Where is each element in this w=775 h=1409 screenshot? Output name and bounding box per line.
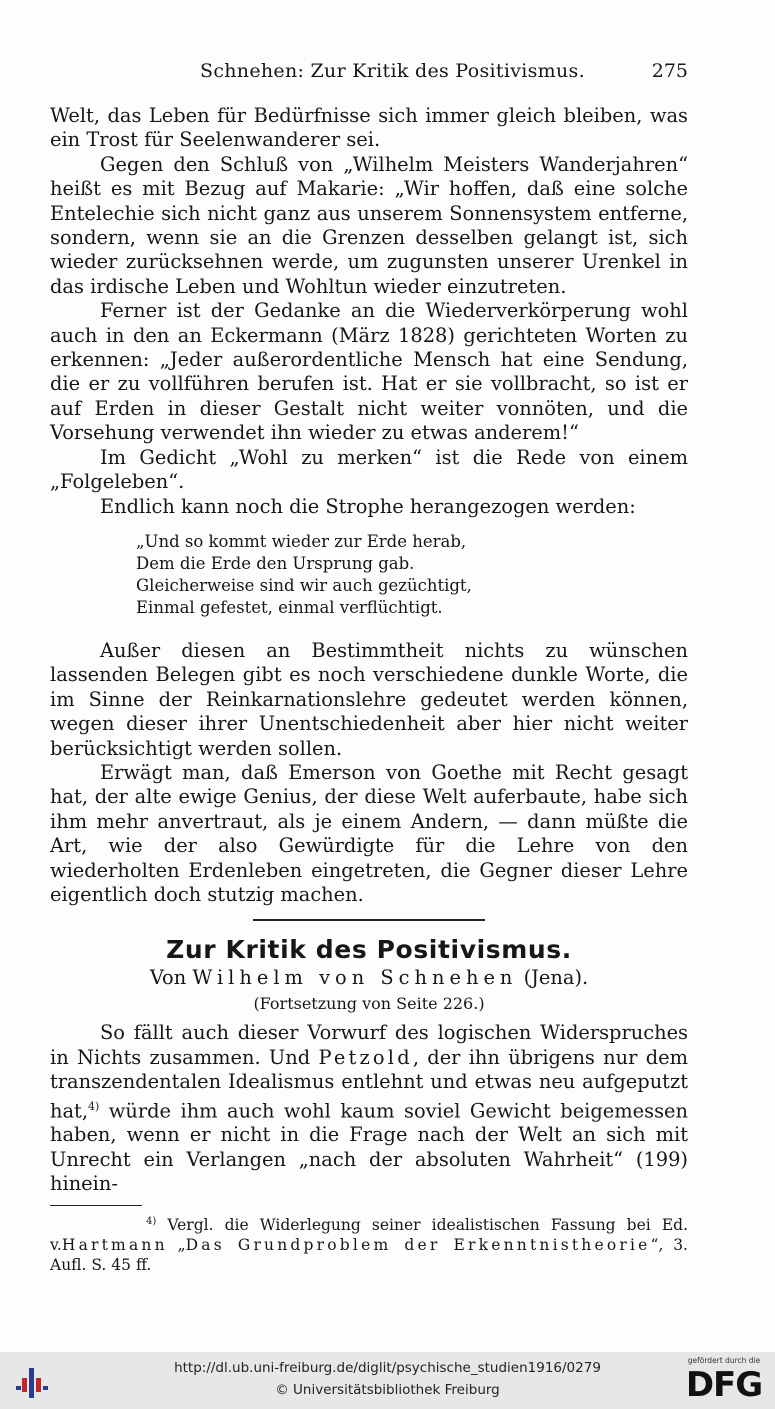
text-run: Vergl. die Widerlegung seiner idealistischen Fassung bei Ed. v.: [50, 1215, 688, 1254]
body-text: [50, 104, 688, 1275]
paragraph: Im Gedicht „Wohl zu merken“ ist die Rede von einem „Folgeleben“.: [50, 445, 688, 494]
page-number: 275: [651, 60, 688, 82]
emphasized-work-title: Das Grundproblem der Erkenntnistheorie: [185, 1235, 651, 1254]
author-name: Wilhelm von Schnehen: [192, 966, 518, 990]
paragraph: Erwägt man, daß Emerson von Goethe mit Recht gesagt hat, der alte ewige Genius, der diese Welt auferbaute, habe sich ihm mehr anvertraut, als je einem Andern, — dann müßte die Art, wie der also Gewürdigte für die Lehre von den wiederholten Erdenleben eingetreten, die Gegner dieser Lehre eigentlich doch stutzig machen.: [50, 760, 688, 906]
paragraph: [50, 1021, 688, 1196]
sponsor-caption: gefördert durch die: [687, 1356, 761, 1365]
paragraph: Welt, das Leben für Bedürfnisse sich immer gleich bleiben, was ein Trost für Seelenwanderer sei.: [50, 104, 688, 152]
paragraph: Gegen den Schluß von „Wilhelm Meisters Wanderjahren“ heißt es mit Bezug auf Makarie: „Wir hoffen, daß eine solche Entelechie sich nicht ganz aus unserem Sonnensystem entferne, sondern, wenn sie an die Grenzen desselben gelangt ist, sich wieder zurücksehnen werde, um zugunsten unserer Urenkel in das irdische Leben und Wohltun wieder einzutreten.: [50, 152, 688, 298]
text-run: „: [167, 1235, 186, 1254]
poem-line: Gleicherweise sind wir auch gezüchtigt,: [136, 575, 472, 595]
paragraph: Ferner ist der Gedanke an die Wiederverkörperung wohl auch in den an Eckermann (März 1828) gerichteten Worten zu erkennen: „Jeder außerordentliche Mensch hat eine Sendung, die er zu vollführen berufen ist. Hat er sie vollbracht, so ist er auf Erden in dieser Gestalt nicht weiter vonnöten, und die Vorsehung verwendet ihn wieder zu etwas anderem!“: [50, 299, 688, 445]
text-run: So fällt auch dieser Vorwurf des logischen Widerspruches in Nichts zusammen. Und: [50, 1021, 688, 1069]
dfg-logo-icon: [683, 1356, 765, 1406]
copyright-notice: © Universitätsbibliothek Freiburg: [275, 1382, 500, 1398]
section-divider: [253, 919, 485, 921]
byline-prefix: Von: [149, 966, 187, 990]
footnote-divider: [50, 1205, 142, 1206]
text-run: , der ihn übrigens nur dem transzendentalen Idealismus entlehnt und etwas neu aufgeputzt hat,: [50, 1045, 688, 1123]
sponsor-logo-text: DFG: [685, 1365, 763, 1405]
author-affiliation: (Jena).: [523, 966, 589, 990]
paragraph: Endlich kann noch die Strophe herangezogen werden:: [100, 494, 636, 518]
continuation-note: (Fortsetzung von Seite 226.): [253, 994, 485, 1014]
footnote-marker: 4): [146, 1215, 157, 1227]
running-title: Schnehen: Zur Kritik des Positivismus.: [200, 60, 585, 82]
emphasized-name: Hartmann: [61, 1235, 168, 1254]
poem-line: Einmal gefestet, einmal verflüchtigt.: [136, 597, 443, 617]
poem-line: „Und so kommt wieder zur Erde herab,: [136, 531, 467, 551]
running-head: [50, 60, 690, 88]
document-url[interactable]: http://dl.ub.uni-freiburg.de/diglit/psychische_studien1916/0279: [174, 1360, 601, 1376]
viewer-footer: [0, 1352, 775, 1409]
text-run: “, 3. Aufl. S. 45 ff.: [50, 1235, 688, 1274]
footnote: [50, 1212, 688, 1275]
paragraph: Außer diesen an Bestimmtheit nichts zu wünschen lassenden Belegen gibt es noch verschiedene dunkle Worte, die im Sinne der Reinkarnationslehre gedeutet werden können, wegen dieser ihrer Unentschiedenheit aber hier nicht weiter berücksichtigt werden sollen.: [50, 638, 688, 760]
article-title: Zur Kritik des Positivismus.: [166, 935, 572, 965]
footnote-reference: 4): [88, 1099, 100, 1113]
text-run: würde ihm auch wohl kaum soviel Gewicht beigemessen haben, wenn er nicht in die Frage nach der Welt an sich mit Unrecht ein Verlangen „nach der absoluten Wahrheit“ (199) hinein-: [50, 1099, 688, 1196]
poem-line: Dem die Erde den Ursprung gab.: [136, 553, 415, 573]
poem-stanza: [136, 531, 688, 619]
article-byline: [50, 965, 688, 991]
emphasized-name: Petzold: [318, 1045, 413, 1069]
